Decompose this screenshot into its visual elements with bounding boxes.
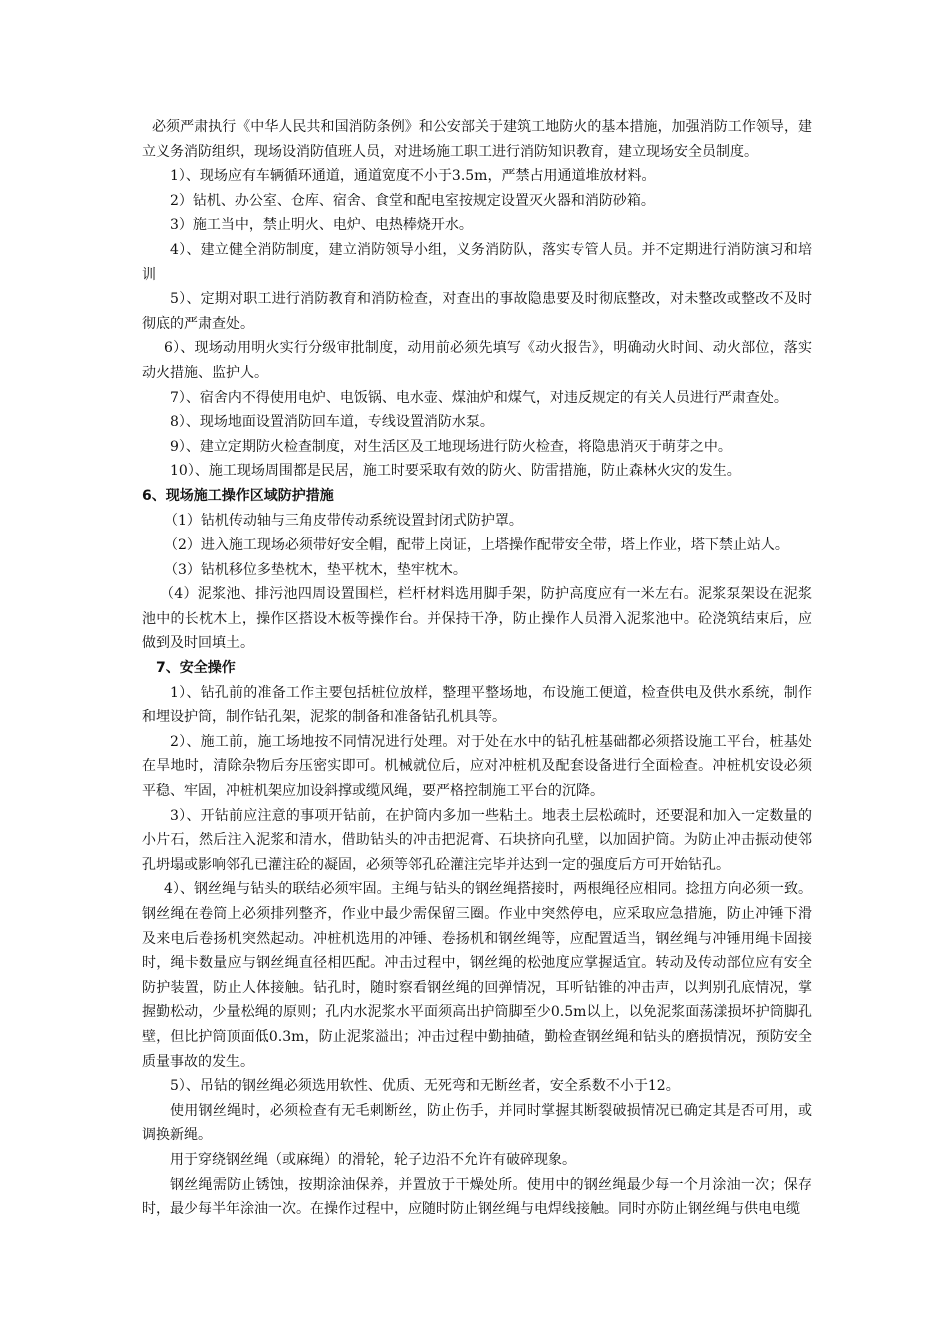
section-heading-6: 6、现场施工操作区域防护措施 (142, 487, 334, 504)
paragraph-protect-4: （4）泥浆池、排污池四周设置围栏，栏杆材料选用脚手架，防护高度应有一米左右。泥浆泵架设在泥浆池中的长枕木上，操作区搭设木板等操作台。并保持干净，防止操作人员滑入泥浆池中。砼浇筑结束后，应做到及时回填土。 (142, 586, 812, 652)
paragraph-item-7: 7）、宿舍内不得使用电炉、电饭锅、电水壶、煤油炉和煤气，对违反规定的有关人员进行严肃查处。 (170, 389, 788, 406)
paragraph-item-10: 10）、施工现场周围都是民居，施工时要采取有效的防火、防雷措施，防止森林火灾的发生。 (170, 463, 741, 480)
paragraph-op-5: 5）、吊钻的钢丝绳必须选用软性、优质、无死弯和无断丝者，安全系数不小于12。 (170, 1078, 680, 1095)
paragraph-protect-3: （3）钻机移位多垫枕木，垫平枕木，垫牢枕木。 (164, 561, 467, 578)
paragraph-item-3: 3）施工当中，禁止明火、电炉、电热棒烧开水。 (170, 217, 473, 234)
paragraph-pulley: 用于穿绕钢丝绳（或麻绳）的滑轮，轮子边沿不允许有破碎现象。 (170, 1151, 576, 1168)
paragraph-item-2: 2）钻机、办公室、仓库、宿舍、食堂和配电室按规定设置灭火器和消防砂箱。 (170, 192, 655, 209)
paragraph-item-9: 9）、建立定期防火检查制度，对生活区及工地现场进行防火检查，将隐患消灭于萌芽之中。 (170, 438, 732, 455)
paragraph-wire-check: 使用钢丝绳时，必须检查有无毛刺断丝，防止伤手，并同时掌握其断裂破损情况已确定其是否可用，或调换新绳。 (142, 1102, 812, 1144)
paragraph-op-4: 4）、钢丝绳与钻头的联结必须牢固。主绳与钻头的钢丝绳搭接时，两根绳径应相同。捻扭方向必须一致。钢丝绳在卷筒上必须排列整齐，作业中最少需保留三圈。作业中突然停电，应采取应急措施，防止冲锤下滑及来电后卷扬机突然起动。冲桩机选用的冲锤、卷扬机和钢丝绳等，应配置适当，钢丝绳与冲锤用绳卡固接时，绳卡数量应与钢丝绳直径相匹配。冲击过程中，钢丝绳的松弛度应掌握适宜。转动及传动部位应有安全防护装置，防止人体接触。钻孔时，随时察看钢丝绳的回弹情况，耳听钻锥的冲击声，以判别孔底情况，掌握勤松动，少量松绳的原则；孔内水泥浆水平面须高出护筒脚至少0.5m以上，以免泥浆面荡漾损坏护筒脚孔壁，但比护筒顶面低0.3m，防止泥浆溢出；冲击过程中勤抽碴，勤检查钢丝绳和钻头的磨损情况，预防安全质量事故的发生。 (142, 881, 812, 1070)
document-body (142, 115, 812, 1222)
paragraph-op-1: 1）、钻孔前的准备工作主要包括桩位放样，整理平整场地，布设施工便道，检查供电及供水系统，制作和埋设护筒，制作钻孔架，泥浆的制备和准备钻孔机具等。 (142, 684, 812, 726)
paragraph-fire-regulations: 必须严肃执行《中华人民共和国消防条例》和公安部关于建筑工地防火的基本措施，加强消防工作领导，建立义务消防组织，现场设消防值班人员，对进场施工职工进行消防知识教育，建立现场安全员制度。 (142, 119, 812, 160)
paragraph-op-2: 2）、施工前，施工场地按不同情况进行处理。对于处在水中的钻孔桩基础都必须搭设施工平台，桩基处在旱地时，清除杂物后夯压密实即可。机械就位后，应对冲桩机及配套设备进行全面检查。冲桩机安设必须平稳、牢固，冲桩机架应加设斜撑或缆风绳，要严格控制施工平台的沉降。 (142, 733, 812, 800)
paragraph-item-5: 5）、定期对职工进行消防教育和消防检查，对查出的事故隐患要及时彻底整改，对未整改或整改不及时彻底的严肃查处。 (142, 291, 812, 332)
paragraph-item-6: 6）、现场动用明火实行分级审批制度，动用前必须先填写《动火报告》，明确动火时间、动火部位，落实动火措施、监护人。 (142, 340, 812, 381)
paragraph-item-1: 1）、现场应有车辆循环通道，通道宽度不小于3.5m，严禁占用通道堆放材料。 (170, 168, 656, 185)
paragraph-item-8: 8）、现场地面设置消防回车道，专线设置消防水泵。 (170, 414, 494, 431)
paragraph-wire-maintenance: 钢丝绳需防止锈蚀，按期涂油保养，并置放于干燥处所。使用中的钢丝绳最少每一个月涂油一次；保存时，最少每半年涂油一次。在操作过程中，应随时防止钢丝绳与电焊线接触。同时亦防止钢丝绳与供电电缆 (142, 1176, 812, 1218)
paragraph-item-4: 4）、建立健全消防制度，建立消防领导小组，义务消防队，落实专管人员。并不定期进行消防演习和培训 (142, 241, 812, 283)
paragraph-op-3: 3）、开钻前应注意的事项开钻前，在护筒内多加一些粘土。地表土层松疏时，还要混和加入一定数量的小片石，然后注入泥浆和清水，借助钻头的冲击把泥膏、石块挤向孔壁，以加固护筒。为防止冲击振动使邻孔坍塌或影响邻孔已灌注砼的凝固，必须等邻孔砼灌注完毕并达到一定的强度后方可开始钻孔。 (142, 807, 812, 873)
paragraph-protect-1: （1）钻机传动轴与三角皮带传动系统设置封闭式防护罩。 (164, 512, 523, 529)
paragraph-protect-2: （2）进入施工现场必须带好安全帽，配带上岗证，上塔操作配带安全带，塔上作业，塔下禁止站人。 (164, 537, 789, 554)
section-heading-7: 7、安全操作 (156, 660, 236, 677)
